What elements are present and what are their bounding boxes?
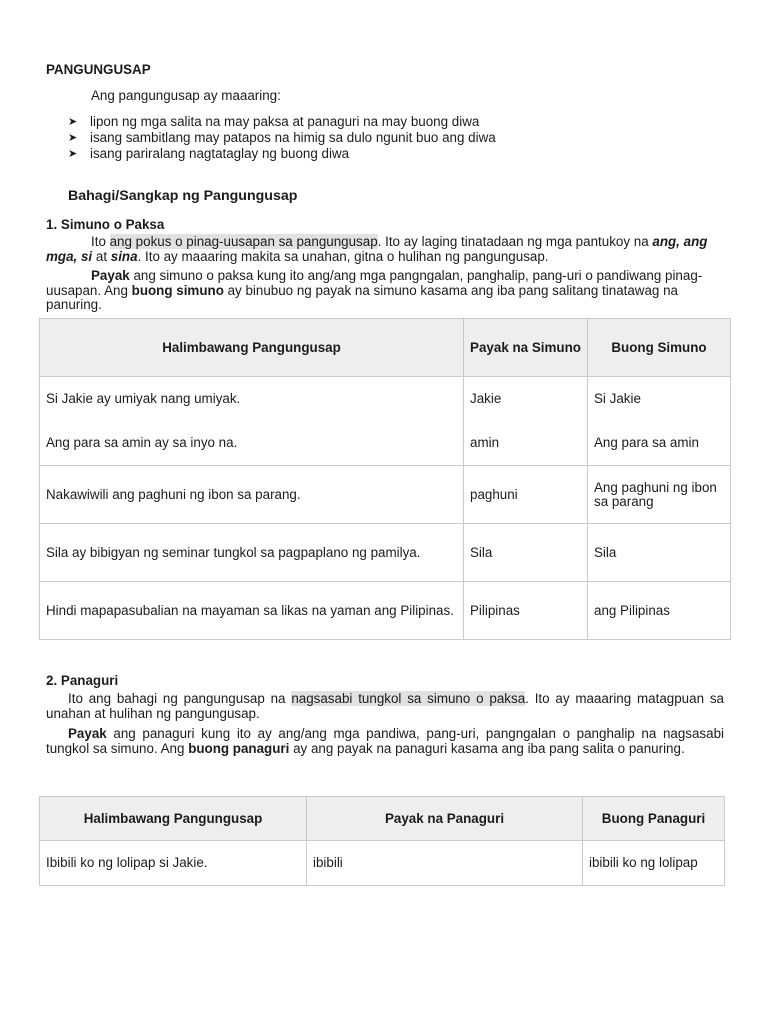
table-header-row bbox=[40, 797, 725, 841]
arrowhead-icon: ➤ bbox=[68, 148, 78, 160]
table-cell: Si Jakie ay umiyak nang umiyak. bbox=[40, 377, 464, 422]
table-cell: paghuni bbox=[464, 466, 588, 524]
table-row bbox=[40, 377, 731, 422]
table-cell: Nakawiwili ang paghuni ng ibon sa parang. bbox=[40, 466, 464, 524]
section-heading: Bahagi/Sangkap ng Pangungusap bbox=[68, 188, 298, 204]
simuno-paragraph-2: Payak ang simuno o paksa kung ito ang/ang mga pangngalan, panghalip, pang-uri o pandiwang pinag-uusapan. Ang buong simuno ay binubuo ng payak na simuno kasama ang iba pang salitang tinatawag na panuring. bbox=[46, 268, 703, 313]
table-header-row bbox=[40, 319, 731, 377]
table-cell: Jakie bbox=[464, 377, 588, 422]
panaguri-paragraph-1: Ito ang bahagi ng pangungusap na nagsasabi tungkol sa simuno o paksa. Ito ay maaaring matagpuan sa unahan at hulihan ng pangungusap. bbox=[46, 691, 724, 721]
highlighted-text: ang pokus o pinag-uusapan sa pangungusap bbox=[109, 234, 378, 249]
list-item: ➤ isang sambitlang may patapos na himig sa dulo ngunit buo ang diwa bbox=[68, 130, 496, 145]
table-cell: Sila bbox=[588, 524, 731, 582]
simuno-table bbox=[39, 318, 731, 640]
page-title: PANGUNGUSAP bbox=[46, 62, 151, 77]
table-header: Payak na Panaguri bbox=[307, 797, 583, 841]
table-row bbox=[40, 582, 731, 640]
list-item: ➤ lipon ng mga salita na may paksa at panaguri na may buong diwa bbox=[68, 114, 480, 129]
table-row bbox=[40, 466, 731, 524]
table-row bbox=[40, 841, 725, 886]
table-header: Halimbawang Pangungusap bbox=[40, 797, 307, 841]
table-cell: Sila ay bibigyan ng seminar tungkol sa pagpaplano ng pamilya. bbox=[40, 524, 464, 582]
table-header: Halimbawang Pangungusap bbox=[40, 319, 464, 377]
table-row bbox=[40, 422, 731, 466]
simuno-heading: 1. Simuno o Paksa bbox=[46, 217, 165, 232]
panaguri-heading: 2. Panaguri bbox=[46, 673, 119, 688]
table-header: Payak na Simuno bbox=[464, 319, 588, 377]
table-cell: Ang para sa amin bbox=[588, 422, 731, 466]
table-cell: Sila bbox=[464, 524, 588, 582]
table-header: Buong Simuno bbox=[588, 319, 731, 377]
panaguri-table bbox=[39, 796, 725, 886]
table-cell: Hindi mapapasubalian na mayaman sa likas na yaman ang Pilipinas. bbox=[40, 582, 464, 640]
panaguri-paragraph-2: Payak ang panaguri kung ito ay ang/ang mga pandiwa, pang-uri, pangngalan o panghalip na nagsasabi tungkol sa simuno. Ang buong panaguri ay ang payak na panaguri kasama ang iba pang salita o panuring. bbox=[46, 726, 724, 756]
simuno-paragraph-1: Ito ang pokus o pinag-uusapan sa pangungusap. Ito ay laging tinatadaan ng mga pantukoy na ang, ang mga, si at sina. Ito ay maaaring makita sa unahan, gitna o hulihan ng pangungusap. bbox=[46, 234, 708, 264]
arrowhead-icon: ➤ bbox=[68, 116, 78, 128]
definition-list bbox=[68, 114, 496, 162]
arrowhead-icon: ➤ bbox=[68, 132, 78, 144]
table-cell: ibibili bbox=[307, 841, 583, 886]
table-cell: amin bbox=[464, 422, 588, 466]
table-row bbox=[40, 524, 731, 582]
table-cell: Si Jakie bbox=[588, 377, 731, 422]
table-cell: Pilipinas bbox=[464, 582, 588, 640]
table-cell: Ang paghuni ng ibon sa parang bbox=[588, 466, 731, 524]
table-cell: ang Pilipinas bbox=[588, 582, 731, 640]
table-cell: ibibili ko ng lolipap bbox=[583, 841, 725, 886]
table-cell: Ang para sa amin ay sa inyo na. bbox=[40, 422, 464, 466]
table-header: Buong Panaguri bbox=[583, 797, 725, 841]
list-item: ➤ isang pariralang nagtataglay ng buong diwa bbox=[68, 146, 350, 161]
table-cell: Ibibili ko ng lolipap si Jakie. bbox=[40, 841, 307, 886]
highlighted-text: nagsasabi tungkol sa simuno o paksa bbox=[291, 691, 526, 706]
intro-text: Ang pangungusap ay maaaring: bbox=[91, 88, 281, 103]
